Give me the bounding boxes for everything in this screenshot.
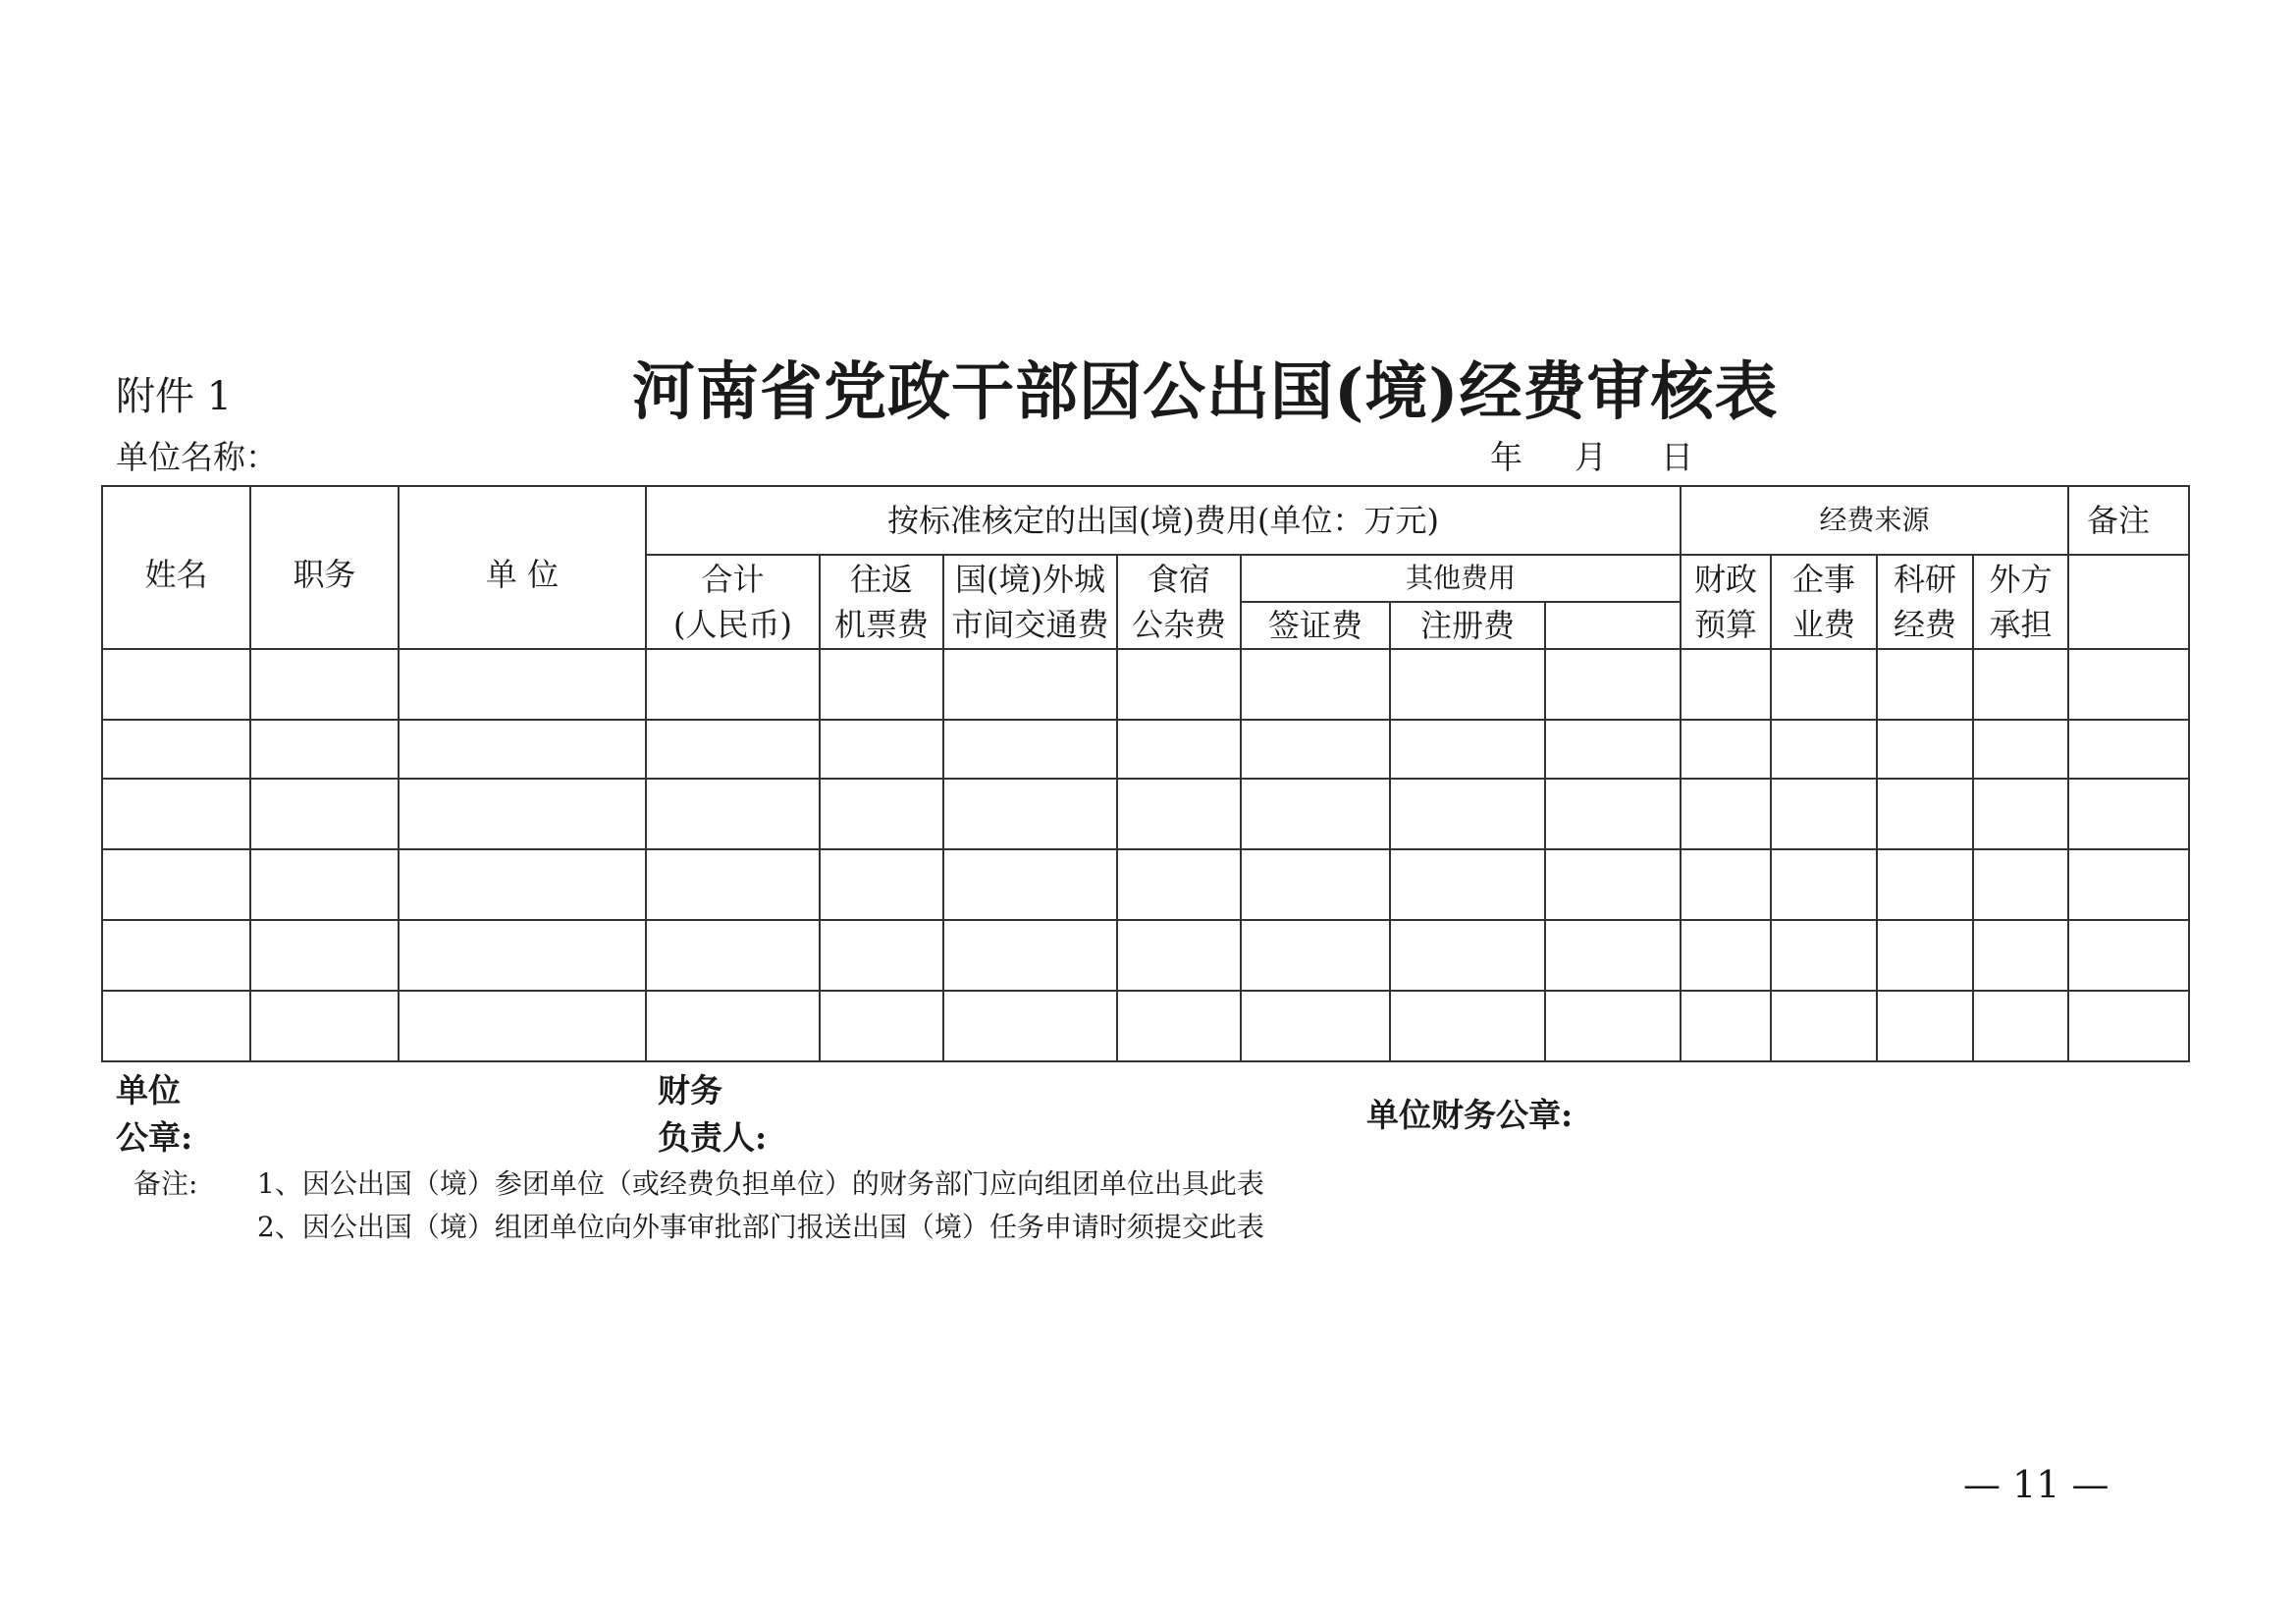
table-cell[interactable]: [1877, 849, 1973, 920]
table-cell[interactable]: [2068, 849, 2189, 920]
header-unit: 单 位: [399, 486, 646, 649]
table-cell[interactable]: [1241, 779, 1390, 849]
table-cell[interactable]: [1241, 920, 1390, 991]
header-approved-expenses: 按标准核定的出国(境)费用(单位：万元): [646, 486, 1681, 555]
table-cell[interactable]: [2068, 649, 2189, 720]
page-number: — 11 —: [1963, 1463, 2109, 1506]
table-cell[interactable]: [1117, 649, 1241, 720]
table-cell[interactable]: [102, 649, 250, 720]
table-cell[interactable]: [1877, 649, 1973, 720]
table-row: [102, 920, 2189, 991]
date-day: 日: [1661, 438, 1693, 476]
table-cell[interactable]: [399, 991, 646, 1061]
header-airfare: 往返 机票费: [820, 555, 943, 649]
table-cell[interactable]: [1117, 849, 1241, 920]
table-cell[interactable]: [1681, 920, 1771, 991]
table-cell[interactable]: [1117, 779, 1241, 849]
table-cell[interactable]: [2068, 720, 2189, 779]
table-cell[interactable]: [820, 649, 943, 720]
table-cell[interactable]: [820, 720, 943, 779]
table-cell[interactable]: [1390, 849, 1545, 920]
unit-seal-label-1: 单位: [116, 1071, 181, 1110]
table-cell[interactable]: [2068, 779, 2189, 849]
header-lodging: 食宿 公杂费: [1117, 555, 1241, 649]
header-registration-fee: 注册费: [1390, 602, 1545, 649]
table-cell[interactable]: [1771, 720, 1877, 779]
header-remark-blank: [2068, 555, 2189, 649]
table-row: [102, 720, 2189, 779]
table-row: [102, 991, 2189, 1061]
header-fiscal-budget: 财政 预算: [1681, 555, 1771, 649]
header-other-blank: [1545, 602, 1681, 649]
table-cell[interactable]: [102, 920, 250, 991]
table-cell[interactable]: [943, 720, 1117, 779]
table-cell[interactable]: [102, 849, 250, 920]
header-enterprise-fund: 企事 业费: [1771, 555, 1877, 649]
finance-head-label-1: 财务: [658, 1071, 722, 1110]
header-intercity-transport: 国(境)外城 市间交通费: [943, 555, 1117, 649]
date-month: 月: [1575, 438, 1607, 476]
table-cell[interactable]: [1771, 779, 1877, 849]
table-cell[interactable]: [1117, 991, 1241, 1061]
header-other-fees: 其他费用: [1241, 555, 1681, 602]
table-cell[interactable]: [646, 991, 820, 1061]
table-cell[interactable]: [820, 779, 943, 849]
table-cell[interactable]: [102, 720, 250, 779]
table-cell[interactable]: [943, 779, 1117, 849]
table-cell[interactable]: [1241, 849, 1390, 920]
table-cell[interactable]: [1390, 779, 1545, 849]
table-cell[interactable]: [1973, 991, 2068, 1061]
table-row: [102, 849, 2189, 920]
header-visa-fee: 签证费: [1241, 602, 1390, 649]
finance-head-label-2: 负责人:: [658, 1118, 768, 1157]
table-cell[interactable]: [102, 991, 250, 1061]
table-cell[interactable]: [1681, 649, 1771, 720]
table-cell[interactable]: [1241, 991, 1390, 1061]
table-cell[interactable]: [250, 779, 399, 849]
header-position: 职务: [250, 486, 399, 649]
header-total: 合计 (人民币): [646, 555, 820, 649]
table-cell[interactable]: [1390, 920, 1545, 991]
table-cell[interactable]: [646, 649, 820, 720]
table-cell[interactable]: [399, 720, 646, 779]
unit-seal-label-2: 公章:: [116, 1118, 193, 1157]
table-cell[interactable]: [1545, 849, 1681, 920]
date-year: 年: [1490, 438, 1522, 476]
table-cell[interactable]: [1681, 720, 1771, 779]
table-cell[interactable]: [646, 779, 820, 849]
table-cell[interactable]: [1241, 720, 1390, 779]
table-cell[interactable]: [1545, 920, 1681, 991]
header-research-fund: 科研 经费: [1877, 555, 1973, 649]
header-funding-source: 经费来源: [1681, 486, 2068, 555]
table-cell[interactable]: [1771, 649, 1877, 720]
table-cell[interactable]: [1877, 779, 1973, 849]
attachment-label: 附件 1: [116, 374, 233, 419]
table-cell[interactable]: [1877, 720, 1973, 779]
expense-review-table: [101, 485, 2190, 1062]
table-cell[interactable]: [1681, 991, 1771, 1061]
table-cell[interactable]: [1545, 720, 1681, 779]
table-cell[interactable]: [943, 649, 1117, 720]
table-cell[interactable]: [1771, 849, 1877, 920]
table-cell[interactable]: [1973, 849, 2068, 920]
table-cell[interactable]: [1973, 720, 2068, 779]
table-cell[interactable]: [1390, 649, 1545, 720]
table-row: [102, 649, 2189, 720]
table-cell[interactable]: [102, 779, 250, 849]
table-cell[interactable]: [250, 991, 399, 1061]
table-cell[interactable]: [2068, 991, 2189, 1061]
table-row: [102, 779, 2189, 849]
table-cell[interactable]: [1241, 649, 1390, 720]
table-cell[interactable]: [1390, 991, 1545, 1061]
table-cell[interactable]: [943, 920, 1117, 991]
table-cell[interactable]: [820, 849, 943, 920]
table-cell[interactable]: [820, 920, 943, 991]
table-cell[interactable]: [1117, 920, 1241, 991]
table-cell[interactable]: [1877, 920, 1973, 991]
table-cell[interactable]: [646, 849, 820, 920]
table-cell[interactable]: [2068, 920, 2189, 991]
table-cell[interactable]: [399, 779, 646, 849]
header-name: 姓名: [102, 486, 250, 649]
finance-seal-label: 单位财务公章:: [1366, 1096, 1574, 1134]
note-1: 1、因公出国（境）参团单位（或经费负担单位）的财务部门应向组团单位出具此表: [257, 1167, 1264, 1200]
table-cell[interactable]: [1545, 649, 1681, 720]
table-cell[interactable]: [1681, 849, 1771, 920]
unit-name-label: 单位名称：: [116, 438, 278, 476]
table-cell[interactable]: [250, 920, 399, 991]
table-cell[interactable]: [1390, 720, 1545, 779]
table-cell[interactable]: [1681, 779, 1771, 849]
table-cell[interactable]: [1545, 991, 1681, 1061]
table-cell[interactable]: [1973, 779, 2068, 849]
table-cell[interactable]: [250, 849, 399, 920]
table-cell[interactable]: [399, 849, 646, 920]
header-foreign-paid: 外方 承担: [1973, 555, 2068, 649]
form-title: 河南省党政干部因公出国(境)经费审核表: [632, 355, 1779, 429]
table-cell[interactable]: [646, 720, 820, 779]
note-2: 2、因公出国（境）组团单位向外事审批部门报送出国（境）任务申请时须提交此表: [257, 1211, 1264, 1243]
table-cell[interactable]: [1771, 991, 1877, 1061]
table-cell[interactable]: [1117, 720, 1241, 779]
table-cell[interactable]: [1771, 920, 1877, 991]
header-remark: 备注: [2068, 486, 2189, 555]
table-cell[interactable]: [943, 849, 1117, 920]
table-cell[interactable]: [399, 649, 646, 720]
table-cell[interactable]: [1545, 779, 1681, 849]
table-cell[interactable]: [820, 991, 943, 1061]
table-cell[interactable]: [1973, 920, 2068, 991]
table-cell[interactable]: [943, 991, 1117, 1061]
table-cell[interactable]: [399, 920, 646, 991]
table-cell[interactable]: [1973, 649, 2068, 720]
table-cell[interactable]: [646, 920, 820, 991]
table-cell[interactable]: [250, 649, 399, 720]
notes-label: 备注:: [133, 1167, 198, 1200]
table-cell[interactable]: [250, 720, 399, 779]
table-cell[interactable]: [1877, 991, 1973, 1061]
